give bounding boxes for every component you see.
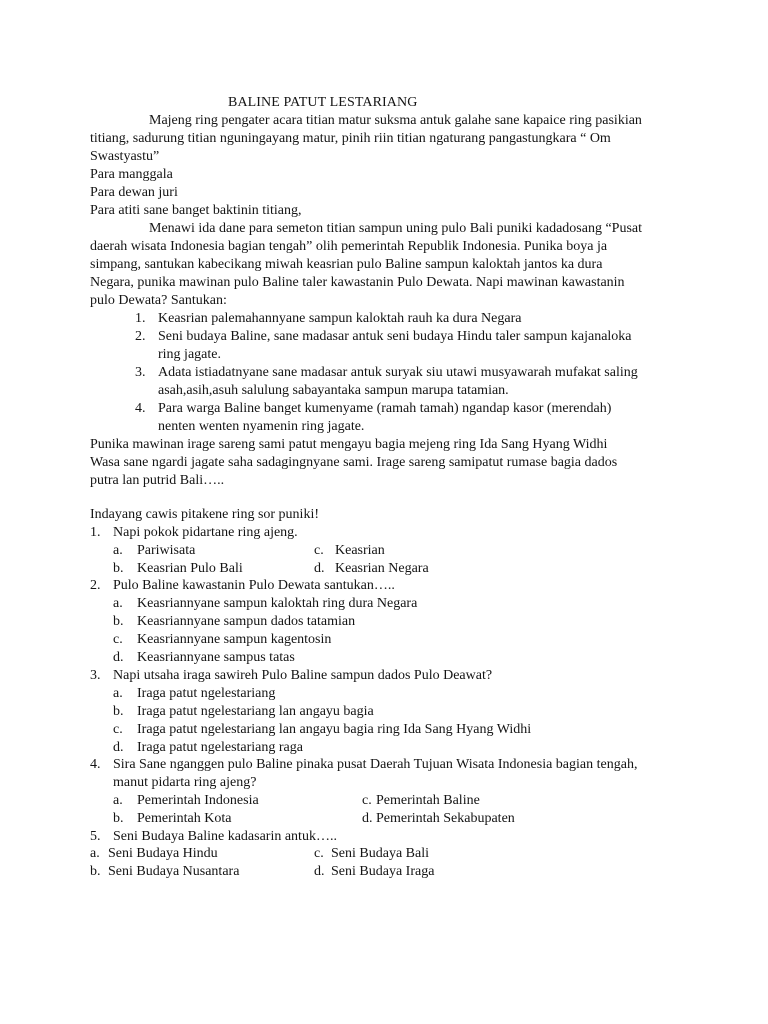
- question-text: Seni Budaya Baline kadasarin antuk…..: [113, 829, 337, 844]
- question-text: Napi utsaha iraga sawireh Pulo Baline sampun dados Pulo Deawat?: [113, 668, 493, 683]
- paragraph-line: Menawi ida dane para semeton titian sampun uning pulo Bali puniki kadadosang “Pusat: [149, 221, 643, 236]
- option-letter: a.: [113, 543, 123, 558]
- greeting-line: Para atiti sane banget baktinin titiang,: [90, 203, 302, 218]
- paragraph-line: pulo Dewata? Santukan:: [90, 293, 227, 308]
- question-number: 2.: [90, 578, 101, 593]
- option-text: Iraga patut ngelestariang raga: [137, 740, 303, 755]
- question-text: Sira Sane nganggen pulo Baline pinaka pusat Daerah Tujuan Wisata Indonesia bagian tengah,: [113, 757, 638, 772]
- question-number: 4.: [90, 757, 101, 772]
- option-letter: a.: [113, 596, 123, 611]
- option-letter: b.: [113, 561, 124, 576]
- option-text: Iraga patut ngelestariang: [137, 686, 276, 701]
- option-text: Keasrian Negara: [335, 561, 429, 576]
- option-text: Seni Budaya Hindu: [108, 846, 218, 861]
- intro-line: Majeng ring pengater acara titian matur suksma antuk galahe sane kapaice ring pasikian: [149, 113, 642, 128]
- reason-text: Keasrian palemahannyane sampun kaloktah rauh ka dura Negara: [158, 311, 522, 326]
- greeting-line: Para dewan juri: [90, 185, 178, 200]
- closing-line: Wasa sane ngardi jagate saha sadagingnyane sami. Irage sareng samipatut rumase bagia dados: [90, 455, 618, 470]
- option-letter: b.: [90, 864, 101, 879]
- paragraph-line: Negara, punika mawinan pulo Baline taler kawastanin Pulo Dewata. Napi mawinan kawastanin: [90, 275, 625, 290]
- question-number: 3.: [90, 668, 101, 683]
- option-letter: d.: [314, 561, 325, 576]
- question-text: Napi pokok pidartane ring ajeng.: [113, 525, 298, 540]
- option-text: Iraga patut ngelestariang lan angayu bagia: [137, 704, 374, 719]
- question-text: manut pidarta ring ajeng?: [113, 775, 257, 790]
- option-letter: d.: [362, 811, 373, 826]
- intro-line: titiang, sadurung titian nguningayang matur, pinih riin titian ngaturang pangastungkara “ Om: [90, 131, 611, 146]
- option-text: Keasriannyane sampus tatas: [137, 650, 295, 665]
- option-text: Pemerintah Kota: [137, 811, 232, 826]
- option-letter: d.: [314, 864, 325, 879]
- option-text: Keasrian: [335, 543, 385, 558]
- option-text: Pemerintah Sekabupaten: [376, 811, 515, 826]
- question-number: 1.: [90, 525, 101, 540]
- quiz-instructions: Indayang cawis pitakene ring sor puniki!: [90, 507, 319, 522]
- option-letter: c.: [113, 722, 123, 737]
- option-text: Keasriannyane sampun dados tatamian: [137, 614, 356, 629]
- option-text: Seni Budaya Iraga: [331, 864, 435, 879]
- option-text: Keasriannyane sampun kagentosin: [137, 632, 332, 647]
- option-text: Keasrian Pulo Bali: [137, 561, 243, 576]
- reason-number: 1.: [135, 311, 146, 326]
- reason-text: Seni budaya Baline, sane madasar antuk seni budaya Hindu taler sampun kajanaloka: [158, 329, 632, 344]
- option-text: Pariwisata: [137, 543, 196, 558]
- option-letter: a.: [113, 686, 123, 701]
- option-text: Pemerintah Baline: [376, 793, 480, 808]
- reason-number: 4.: [135, 401, 146, 416]
- closing-line: Punika mawinan irage sareng sami patut mengayu bagia mejeng ring Ida Sang Hyang Widhi: [90, 437, 608, 452]
- question-number: 5.: [90, 829, 101, 844]
- option-text: Keasriannyane sampun kaloktah ring dura Negara: [137, 596, 418, 611]
- reason-text: Para warga Baline banget kumenyame (ramah tamah) ngandap kasor (merendah): [158, 401, 612, 416]
- paragraph-line: simpang, santukan kabecikang miwah keasrian pulo Baline sampun kaloktah jantos ka dura: [90, 257, 603, 272]
- reason-text: Adata istiadatnyane sane madasar antuk suryak siu utawi musyawarah mufakat saling: [158, 365, 638, 380]
- reason-text: nenten wenten nyamenin ring jagate.: [158, 419, 365, 434]
- option-letter: c.: [314, 846, 324, 861]
- option-letter: d.: [113, 650, 124, 665]
- option-text: Pemerintah Indonesia: [137, 793, 259, 808]
- option-text: Seni Budaya Bali: [331, 846, 429, 861]
- closing-line: putra lan putrid Bali…..: [90, 473, 225, 488]
- intro-line: Swastyastu”: [90, 149, 160, 164]
- paragraph-line: daerah wisata Indonesia bagian tengah” olih pemerintah Republik Indonesia. Punika boya ja: [90, 239, 608, 254]
- option-letter: a.: [113, 793, 123, 808]
- page-title: BALINE PATUT LESTARIANG: [228, 95, 418, 110]
- reason-text: ring jagate.: [158, 347, 221, 362]
- option-letter: b.: [113, 614, 124, 629]
- option-letter: c.: [362, 793, 372, 808]
- option-letter: a.: [90, 846, 100, 861]
- option-letter: c.: [314, 543, 324, 558]
- option-text: Iraga patut ngelestariang lan angayu bagia ring Ida Sang Hyang Widhi: [137, 722, 532, 737]
- option-letter: b.: [113, 704, 124, 719]
- option-letter: d.: [113, 740, 124, 755]
- option-letter: b.: [113, 811, 124, 826]
- option-text: Seni Budaya Nusantara: [108, 864, 240, 879]
- question-text: Pulo Baline kawastanin Pulo Dewata santukan…..: [113, 578, 395, 593]
- reason-number: 2.: [135, 329, 146, 344]
- greeting-line: Para manggala: [90, 167, 173, 182]
- reason-text: asah,asih,asuh salulung sabayantaka sampun marupa tatamian.: [158, 383, 509, 398]
- option-letter: c.: [113, 632, 123, 647]
- reason-number: 3.: [135, 365, 146, 380]
